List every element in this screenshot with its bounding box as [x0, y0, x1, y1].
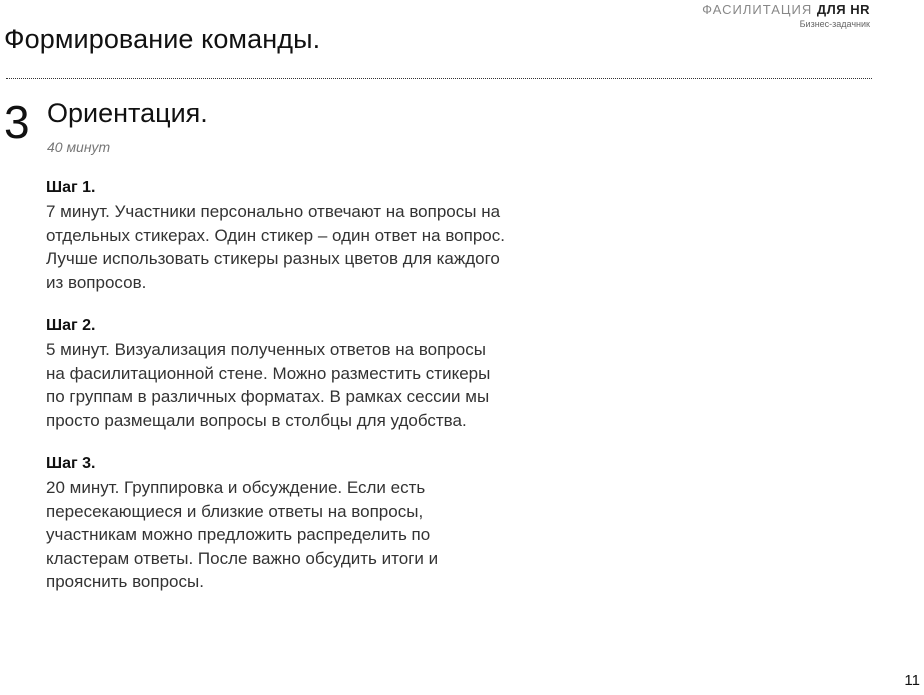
step-line: прояснить вопросы.	[46, 572, 204, 591]
step-line: на фасилитационной стене. Можно разместить стикеры	[46, 363, 491, 383]
step-line: 5 минут. Визуализация полученных ответов на вопросы	[46, 340, 486, 359]
step-3	[46, 454, 606, 594]
document-title: Формирование команды.	[4, 24, 321, 54]
step-title: Шаг 1.	[46, 179, 96, 196]
step-description	[46, 200, 606, 294]
brand-title-light: ФАСИЛИТАЦИЯ	[702, 2, 813, 17]
section-title: Ориентация.	[47, 98, 208, 128]
step-title: Шаг 2.	[46, 317, 96, 334]
page-number: 11	[904, 672, 920, 689]
step-line: пересекающиеся и близкие ответы на вопросы,	[46, 501, 424, 521]
step-description	[46, 338, 606, 432]
step-line: Лучше использовать стикеры разных цветов для каждого	[46, 249, 500, 268]
steps-list	[46, 178, 606, 616]
section-number: 3	[4, 96, 30, 148]
step-description	[46, 476, 606, 594]
brand-subtitle: Бизнес-задачник	[799, 19, 870, 29]
brand-block	[702, 2, 870, 30]
step-2	[46, 316, 606, 432]
brand-title-bold: ДЛЯ HR	[816, 2, 870, 17]
step-line: 7 минут. Участники персонально отвечают на вопросы на	[46, 202, 501, 221]
brand-title	[702, 2, 870, 18]
step-1	[46, 178, 606, 294]
section-duration: 40 минут	[47, 139, 111, 155]
step-title: Шаг 3.	[46, 455, 96, 472]
step-line: отдельных стикерах. Один стикер – один ответ на вопрос.	[46, 225, 505, 245]
step-line: кластерам ответы. После важно обсудить итоги и	[46, 548, 439, 568]
step-line: 20 минут. Группировка и обсуждение. Если есть	[46, 478, 426, 497]
step-line: просто размещали вопросы в столбцы для удобства.	[46, 410, 467, 430]
dotted-divider	[6, 78, 872, 79]
step-line: из вопросов.	[46, 272, 147, 292]
step-line: по группам в различных форматах. В рамках сессии мы	[46, 387, 490, 406]
step-line: участникам можно предложить распределить по	[46, 525, 431, 544]
